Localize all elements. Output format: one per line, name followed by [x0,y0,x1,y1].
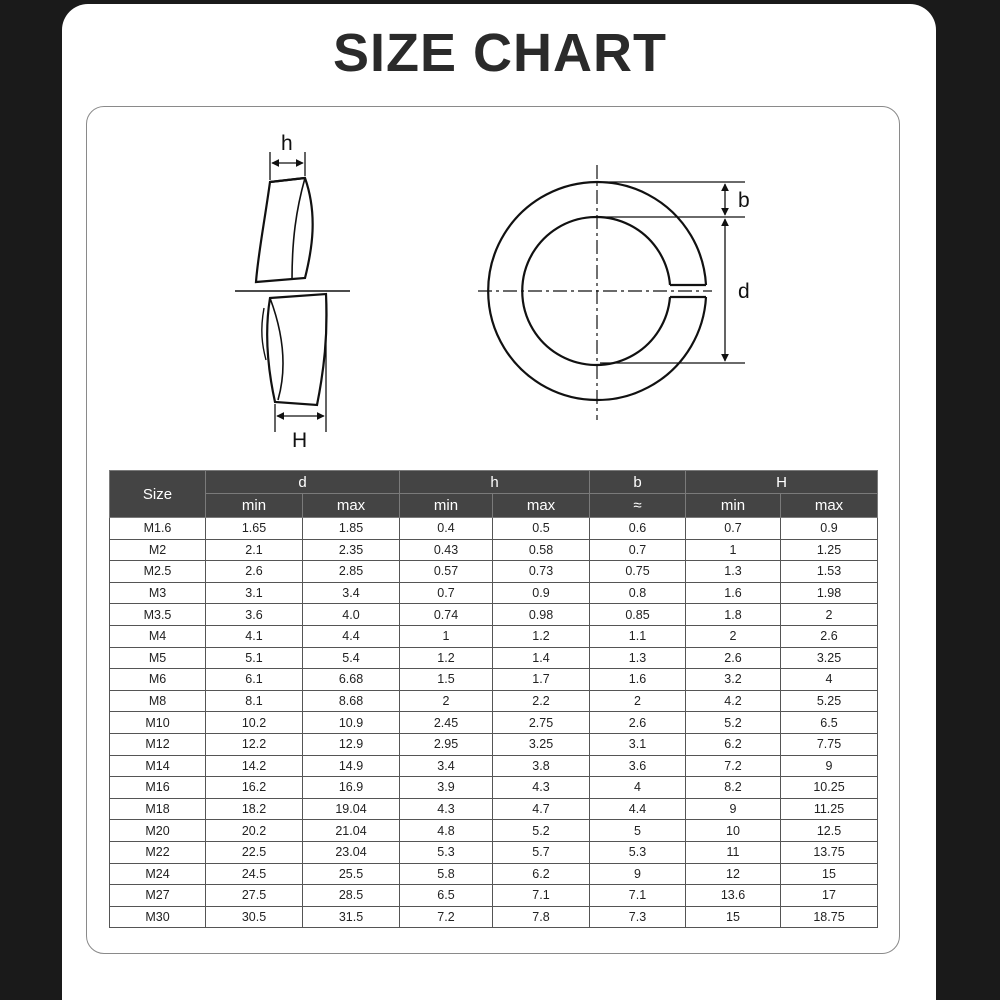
value-cell: 16.2 [206,777,303,799]
size-cell: M3 [110,582,206,604]
header-b-approx: ≈ [590,494,686,518]
value-cell: 30.5 [206,906,303,928]
value-cell: 12.5 [781,820,878,842]
table-row [110,690,878,712]
value-cell: 1.3 [590,647,686,669]
value-cell: 0.58 [493,539,590,561]
value-cell: 12.2 [206,733,303,755]
value-cell: 18.75 [781,906,878,928]
value-cell: 2 [781,604,878,626]
value-cell: 0.7 [686,518,781,540]
value-cell: 3.6 [590,755,686,777]
value-cell: 1.98 [781,582,878,604]
size-cell: M12 [110,733,206,755]
header-H: H [686,471,878,494]
value-cell: 1.2 [493,625,590,647]
value-cell: 1.25 [781,539,878,561]
value-cell: 23.04 [303,841,400,863]
value-cell: 16.9 [303,777,400,799]
value-cell: 7.1 [590,885,686,907]
value-cell: 19.04 [303,798,400,820]
header-b: b [590,471,686,494]
size-cell: M3.5 [110,604,206,626]
header-h: h [400,471,590,494]
value-cell: 4.2 [686,690,781,712]
value-cell: 21.04 [303,820,400,842]
value-cell: 4.4 [590,798,686,820]
value-cell: 4.8 [400,820,493,842]
value-cell: 4 [781,669,878,691]
value-cell: 2.35 [303,539,400,561]
size-cell: M2.5 [110,561,206,583]
label-b: b [738,189,750,212]
value-cell: 10.9 [303,712,400,734]
header-h-min: min [400,494,493,518]
size-cell: M2 [110,539,206,561]
value-cell: 2 [590,690,686,712]
value-cell: 2.75 [493,712,590,734]
value-cell: 4.4 [303,625,400,647]
table-row [110,841,878,863]
value-cell: 2 [400,690,493,712]
value-cell: 27.5 [206,885,303,907]
value-cell: 5.3 [590,841,686,863]
value-cell: 1.5 [400,669,493,691]
value-cell: 12 [686,863,781,885]
value-cell: 0.57 [400,561,493,583]
table-row [110,539,878,561]
value-cell: 0.85 [590,604,686,626]
value-cell: 9 [590,863,686,885]
value-cell: 2.2 [493,690,590,712]
label-H: H [292,429,308,452]
header-H-min: min [686,494,781,518]
value-cell: 6.2 [493,863,590,885]
value-cell: 1.1 [590,625,686,647]
value-cell: 2.45 [400,712,493,734]
value-cell: 11.25 [781,798,878,820]
value-cell: 0.9 [781,518,878,540]
value-cell: 1.85 [303,518,400,540]
value-cell: 3.25 [781,647,878,669]
value-cell: 15 [781,863,878,885]
value-cell: 1.3 [686,561,781,583]
value-cell: 6.2 [686,733,781,755]
label-h: h [281,132,293,155]
value-cell: 2.95 [400,733,493,755]
table-row [110,582,878,604]
label-d: d [738,280,750,303]
value-cell: 6.5 [781,712,878,734]
size-cell: M24 [110,863,206,885]
value-cell: 4.7 [493,798,590,820]
table-row [110,647,878,669]
value-cell: 10.2 [206,712,303,734]
table-row [110,518,878,540]
table-row [110,798,878,820]
value-cell: 5.4 [303,647,400,669]
value-cell: 1.53 [781,561,878,583]
value-cell: 5 [590,820,686,842]
value-cell: 22.5 [206,841,303,863]
table-row [110,906,878,928]
value-cell: 5.25 [781,690,878,712]
value-cell: 8.1 [206,690,303,712]
value-cell: 1.6 [590,669,686,691]
value-cell: 0.4 [400,518,493,540]
size-cell: M14 [110,755,206,777]
value-cell: 13.6 [686,885,781,907]
value-cell: 6.5 [400,885,493,907]
value-cell: 3.4 [400,755,493,777]
table-row [110,625,878,647]
value-cell: 3.1 [590,733,686,755]
value-cell: 0.5 [493,518,590,540]
value-cell: 2.85 [303,561,400,583]
value-cell: 17 [781,885,878,907]
value-cell: 14.9 [303,755,400,777]
value-cell: 4.0 [303,604,400,626]
value-cell: 24.5 [206,863,303,885]
value-cell: 5.2 [493,820,590,842]
header-size: Size [110,471,206,518]
size-cell: M6 [110,669,206,691]
size-cell: M1.6 [110,518,206,540]
size-cell: M4 [110,625,206,647]
value-cell: 7.8 [493,906,590,928]
value-cell: 18.2 [206,798,303,820]
value-cell: 5.7 [493,841,590,863]
value-cell: 0.73 [493,561,590,583]
size-cell: M5 [110,647,206,669]
value-cell: 0.43 [400,539,493,561]
value-cell: 3.8 [493,755,590,777]
value-cell: 1.4 [493,647,590,669]
size-cell: M8 [110,690,206,712]
washer-side-view [235,152,350,432]
value-cell: 9 [686,798,781,820]
value-cell: 3.9 [400,777,493,799]
value-cell: 3.4 [303,582,400,604]
header-d-max: max [303,494,400,518]
value-cell: 1.6 [686,582,781,604]
table-row [110,604,878,626]
size-chart-table [109,470,878,928]
size-cell: M18 [110,798,206,820]
value-cell: 1.2 [400,647,493,669]
value-cell: 7.75 [781,733,878,755]
value-cell: 5.8 [400,863,493,885]
spring-washer-diagram [220,130,780,460]
page-title: SIZE CHART [333,23,667,83]
value-cell: 2.6 [590,712,686,734]
value-cell: 5.2 [686,712,781,734]
value-cell: 0.9 [493,582,590,604]
table-row [110,669,878,691]
size-cell: M16 [110,777,206,799]
value-cell: 8.68 [303,690,400,712]
table-row [110,755,878,777]
table-body [110,518,878,928]
value-cell: 8.2 [686,777,781,799]
value-cell: 10 [686,820,781,842]
value-cell: 1.7 [493,669,590,691]
value-cell: 12.9 [303,733,400,755]
size-cell: M20 [110,820,206,842]
value-cell: 4.3 [493,777,590,799]
value-cell: 31.5 [303,906,400,928]
table-row [110,777,878,799]
table-row [110,733,878,755]
value-cell: 5.3 [400,841,493,863]
table-row [110,820,878,842]
value-cell: 4.1 [206,625,303,647]
header-d-min: min [206,494,303,518]
header-H-max: max [781,494,878,518]
value-cell: 3.2 [686,669,781,691]
value-cell: 11 [686,841,781,863]
value-cell: 25.5 [303,863,400,885]
value-cell: 1.65 [206,518,303,540]
header-h-max: max [493,494,590,518]
table-subheader-row [110,494,878,518]
table-row [110,863,878,885]
value-cell: 2.1 [206,539,303,561]
value-cell: 6.1 [206,669,303,691]
size-cell: M22 [110,841,206,863]
table-row [110,712,878,734]
value-cell: 1 [400,625,493,647]
value-cell: 7.1 [493,885,590,907]
value-cell: 2.6 [686,647,781,669]
value-cell: 10.25 [781,777,878,799]
value-cell: 9 [781,755,878,777]
value-cell: 0.7 [400,582,493,604]
value-cell: 2.6 [781,625,878,647]
value-cell: 1 [686,539,781,561]
size-cell: M10 [110,712,206,734]
table-row [110,561,878,583]
washer-top-view [478,165,745,420]
value-cell: 5.1 [206,647,303,669]
value-cell: 0.75 [590,561,686,583]
value-cell: 2.6 [206,561,303,583]
value-cell: 3.1 [206,582,303,604]
value-cell: 3.25 [493,733,590,755]
value-cell: 7.2 [400,906,493,928]
value-cell: 2 [686,625,781,647]
table-header-row [110,471,878,494]
value-cell: 4 [590,777,686,799]
value-cell: 0.98 [493,604,590,626]
header-d: d [206,471,400,494]
value-cell: 0.8 [590,582,686,604]
value-cell: 1.8 [686,604,781,626]
value-cell: 7.2 [686,755,781,777]
size-cell: M27 [110,885,206,907]
value-cell: 6.68 [303,669,400,691]
table-row [110,885,878,907]
size-cell: M30 [110,906,206,928]
value-cell: 4.3 [400,798,493,820]
value-cell: 0.6 [590,518,686,540]
value-cell: 15 [686,906,781,928]
value-cell: 14.2 [206,755,303,777]
value-cell: 13.75 [781,841,878,863]
value-cell: 0.7 [590,539,686,561]
value-cell: 0.74 [400,604,493,626]
value-cell: 28.5 [303,885,400,907]
value-cell: 3.6 [206,604,303,626]
value-cell: 20.2 [206,820,303,842]
value-cell: 7.3 [590,906,686,928]
